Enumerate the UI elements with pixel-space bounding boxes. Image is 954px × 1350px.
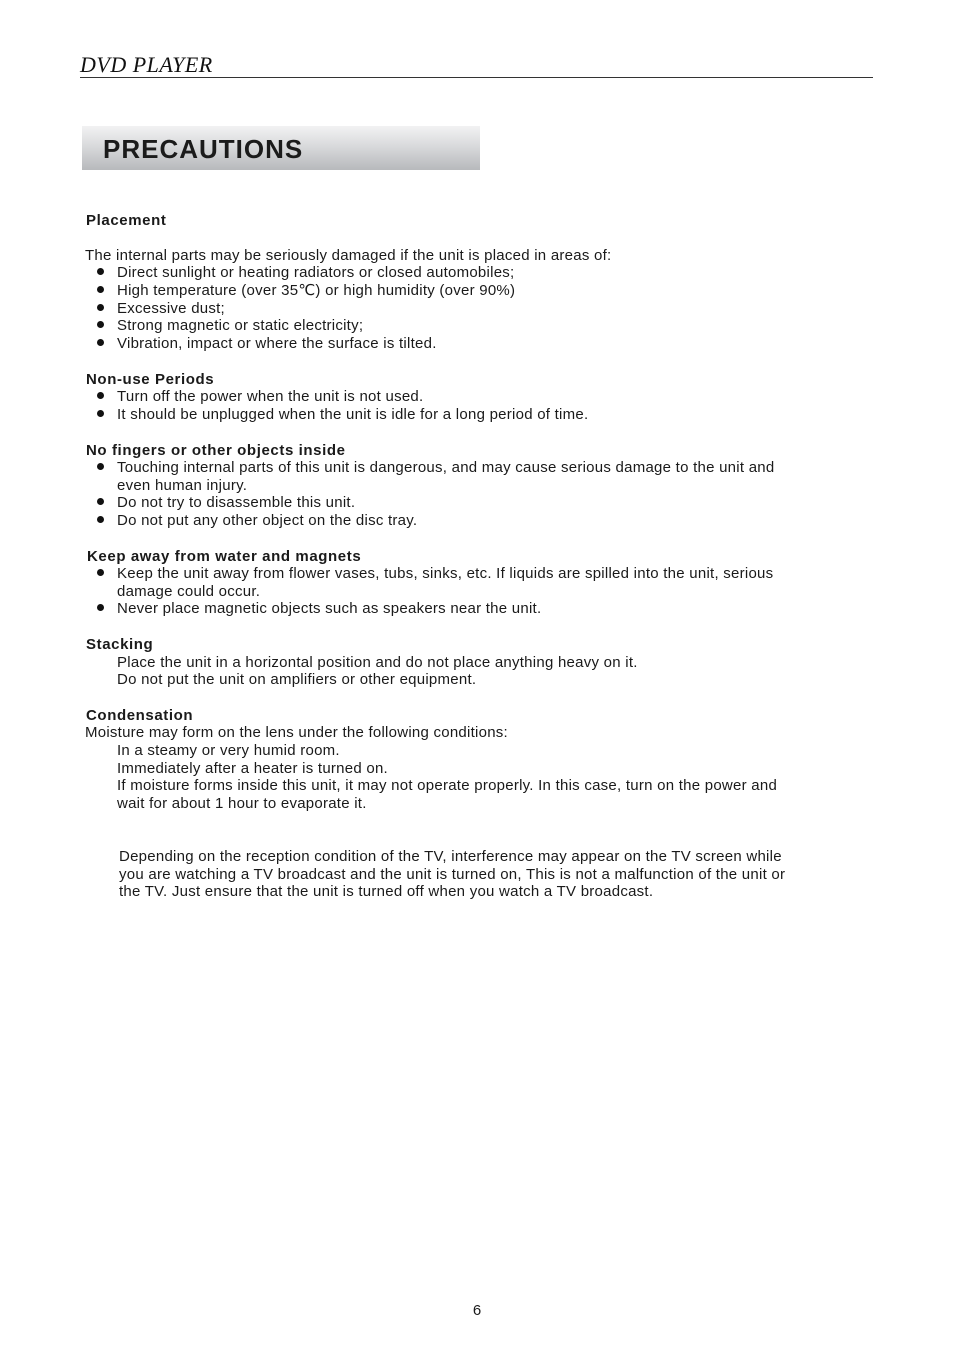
- water-item: Never place magnetic objects such as speakers near the unit.: [117, 600, 542, 617]
- bullet-icon: [97, 604, 104, 611]
- water-heading: Keep away from water and magnets: [87, 548, 362, 565]
- header-title: DVD PLAYER: [80, 52, 213, 77]
- bullet-icon: [97, 268, 104, 275]
- nonuse-item: It should be unplugged when the unit is idle for a long period of time.: [117, 406, 589, 423]
- section-banner: [82, 126, 480, 170]
- placement-item: Direct sunlight or heating radiators or closed automobiles;: [117, 264, 515, 281]
- water-item-line: damage could occur.: [117, 583, 261, 600]
- placement-item: Excessive dust;: [117, 300, 225, 317]
- condensation-line: wait for about 1 hour to evaporate it.: [117, 795, 367, 812]
- nonuse-heading: Non-use Periods: [86, 371, 215, 388]
- page-number: 6: [472, 1302, 482, 1319]
- header-divider: [80, 77, 873, 78]
- fingers-item-line: even human injury.: [117, 477, 248, 494]
- bullet-icon: [97, 516, 104, 523]
- condensation-line: Immediately after a heater is turned on.: [117, 760, 388, 777]
- banner-title: PRECAUTIONS: [103, 134, 304, 164]
- bullet-icon: [97, 410, 104, 417]
- fingers-item-line: Touching internal parts of this unit is dangerous, and may cause serious damage to the unit and: [117, 459, 775, 476]
- bullet-icon: [97, 286, 104, 293]
- placement-item: Vibration, impact or where the surface is tilted.: [117, 335, 437, 352]
- placement-item: High temperature (over 35℃) or high humidity (over 90%): [117, 282, 516, 299]
- stacking-heading: Stacking: [86, 636, 154, 653]
- fingers-item: Do not put any other object on the disc tray.: [117, 512, 418, 529]
- bullet-icon: [97, 498, 104, 505]
- bullet-icon: [97, 339, 104, 346]
- condensation-intro: Moisture may form on the lens under the following conditions:: [85, 724, 508, 741]
- tv-note-line: you are watching a TV broadcast and the unit is turned on, This is not a malfunction of the unit or: [119, 866, 786, 883]
- tv-note-line: the TV. Just ensure that the unit is turned off when you watch a TV broadcast.: [119, 883, 654, 900]
- bullet-icon: [97, 463, 104, 470]
- fingers-item: Do not try to disassemble this unit.: [117, 494, 356, 511]
- condensation-heading: Condensation: [86, 707, 194, 724]
- stacking-line: Do not put the unit on amplifiers or other equipment.: [117, 671, 477, 688]
- placement-item: Strong magnetic or static electricity;: [117, 317, 364, 334]
- placement-intro: The internal parts may be seriously damaged if the unit is placed in areas of:: [85, 247, 612, 264]
- bullet-icon: [97, 304, 104, 311]
- tv-note-line: Depending on the reception condition of the TV, interference may appear on the TV screen while: [119, 848, 782, 865]
- condensation-line: In a steamy or very humid room.: [117, 742, 340, 759]
- fingers-heading: No fingers or other objects inside: [86, 442, 346, 459]
- water-item-line: Keep the unit away from flower vases, tubs, sinks, etc. If liquids are spilled into the unit, serious: [117, 565, 774, 582]
- bullet-icon: [97, 569, 104, 576]
- bullet-icon: [97, 321, 104, 328]
- stacking-line: Place the unit in a horizontal position and do not place anything heavy on it.: [117, 654, 638, 671]
- nonuse-item: Turn off the power when the unit is not used.: [117, 388, 424, 405]
- placement-heading: Placement: [86, 212, 167, 229]
- condensation-line: If moisture forms inside this unit, it may not operate properly. In this case, turn on the power and: [117, 777, 778, 794]
- bullet-icon: [97, 392, 104, 399]
